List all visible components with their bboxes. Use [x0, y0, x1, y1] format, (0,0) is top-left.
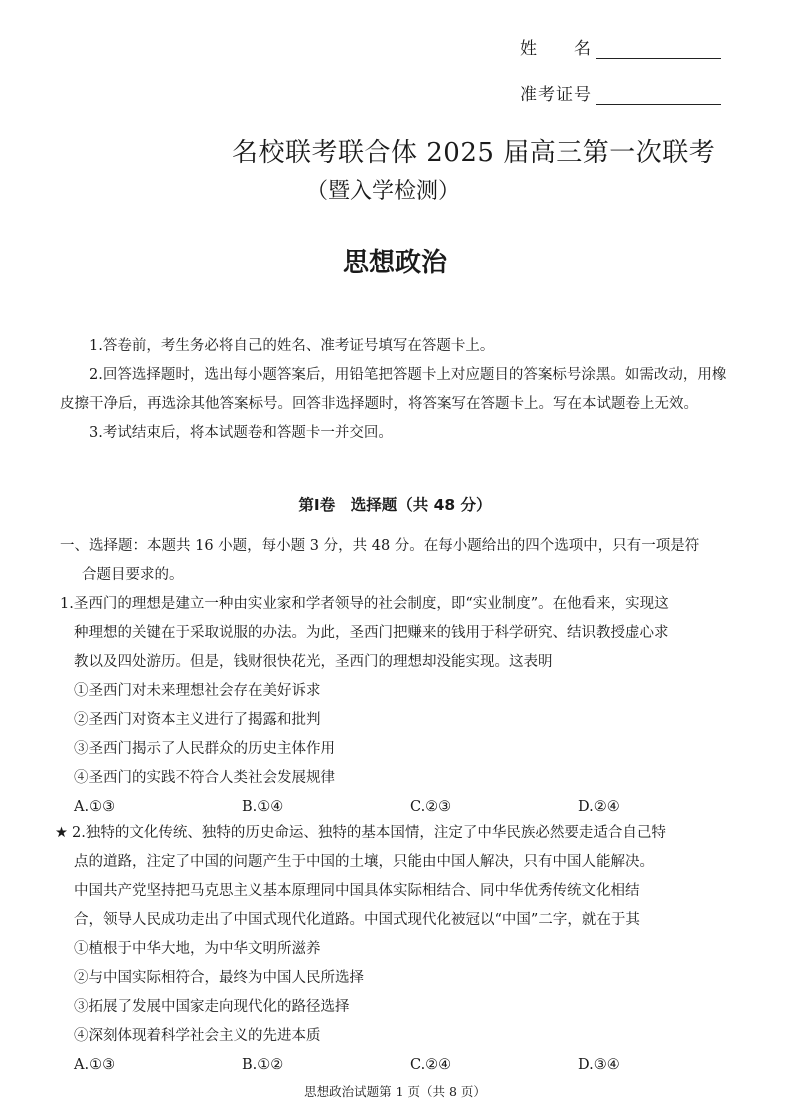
q1-statement-3: ③圣西门揭示了人民群众的历史主体作用	[74, 741, 335, 757]
question-2	[55, 819, 750, 1080]
q1-choice-d[interactable]: D.②④	[578, 799, 620, 815]
part-intro-line-2: 合题目要求的。	[82, 567, 184, 583]
q2-stem-line-1: 2.独特的文化传统、独特的历史命运、独特的基本国情，注定了中华民族必然要走适合自己特	[72, 825, 666, 841]
instruction-1: 1.答卷前，考生务必将自己的姓名、准考证号填写在答题卡上。	[89, 338, 495, 354]
q1-stem-line-2: 种理想的关键在于采取说服的办法。为此，圣西门把赚来的钱用于科学研究、结识教授虚心求	[74, 625, 669, 641]
q2-choice-b[interactable]: B.①②	[242, 1057, 284, 1073]
instruction-3: 3.考试结束后，将本试题卷和答题卡一并交回。	[89, 425, 393, 441]
q1-statement-1: ①圣西门对未来理想社会存在美好诉求	[74, 683, 321, 699]
star-marker: ★	[55, 825, 68, 841]
exam-id-blank-line[interactable]	[596, 86, 721, 105]
q1-choices	[60, 793, 750, 822]
question-1	[60, 590, 750, 822]
q2-choices	[60, 1051, 750, 1080]
q1-statement-4: ④圣西门的实践不符合人类社会发展规律	[74, 770, 335, 786]
q2-choice-a[interactable]: A.①③	[74, 1057, 116, 1073]
instruction-2: 2.回答选择题时，选出每小题答案后，用铅笔把答题卡上对应题目的答案标号涂黑。如需改动，用橡皮擦干净后，再选涂其他答案标号。回答非选择题时，将答案写在答题卡上。写在本试题卷上无效。	[60, 367, 727, 412]
q2-choice-c[interactable]: C.②④	[410, 1057, 452, 1073]
exam-id-label: 准考证号	[520, 85, 592, 105]
page-footer: 思想政治试题第 1 页（共 8 页）	[304, 1084, 486, 1099]
subject-title: 思想政治	[342, 248, 447, 278]
name-field	[520, 34, 721, 59]
exam-id-field	[520, 80, 721, 105]
q2-stem-line-2: 点的道路，注定了中国的问题产生于中国的土壤，只能由中国人解决，只有中国人能解决。	[74, 854, 654, 870]
instructions	[60, 332, 740, 448]
q1-choice-c[interactable]: C.②③	[410, 799, 452, 815]
q1-choice-a[interactable]: A.①③	[74, 799, 116, 815]
q1-stem-line-3: 教以及四处游历。但是，钱财很快花光，圣西门的理想却没能实现。这表明	[74, 654, 553, 670]
part-intro	[60, 532, 750, 590]
section-heading: 第Ⅰ卷 选择题（共 48 分）	[298, 496, 492, 514]
name-label: 姓 名	[520, 39, 592, 59]
q1-choice-b[interactable]: B.①④	[242, 799, 284, 815]
q2-statement-3: ③拓展了发展中国家走向现代化的路径选择	[74, 999, 350, 1015]
q2-stem-line-3: 中国共产党坚持把马克思主义基本原理同中国具体实际相结合、同中华优秀传统文化相结	[74, 883, 640, 899]
q2-choice-d[interactable]: D.③④	[578, 1057, 620, 1073]
q1-stem-line-1: 1.圣西门的理想是建立一种由实业家和学者领导的社会制度，即“实业制度”。在他看来，实现这	[60, 596, 669, 612]
q2-stem-line-4: 合，领导人民成功走出了中国式现代化道路。中国式现代化被冠以“中国”二字，就在于其	[74, 912, 640, 928]
part-intro-line-1: 一、选择题：本题共 16 小题，每小题 3 分，共 48 分。在每小题给出的四个选项中，只有一项是符	[60, 538, 700, 554]
q1-statement-2: ②圣西门对资本主义进行了揭露和批判	[74, 712, 321, 728]
exam-title: 名校联考联合体 2025 届高三第一次联考	[232, 138, 716, 168]
exam-subtitle: （暨入学检测）	[306, 179, 461, 204]
name-blank-line[interactable]	[596, 40, 721, 59]
q2-statement-2: ②与中国实际相符合，最终为中国人民所选择	[74, 970, 364, 986]
q2-statement-1: ①植根于中华大地，为中华文明所滋养	[74, 941, 321, 957]
q2-statement-4: ④深刻体现着科学社会主义的先进本质	[74, 1028, 321, 1044]
